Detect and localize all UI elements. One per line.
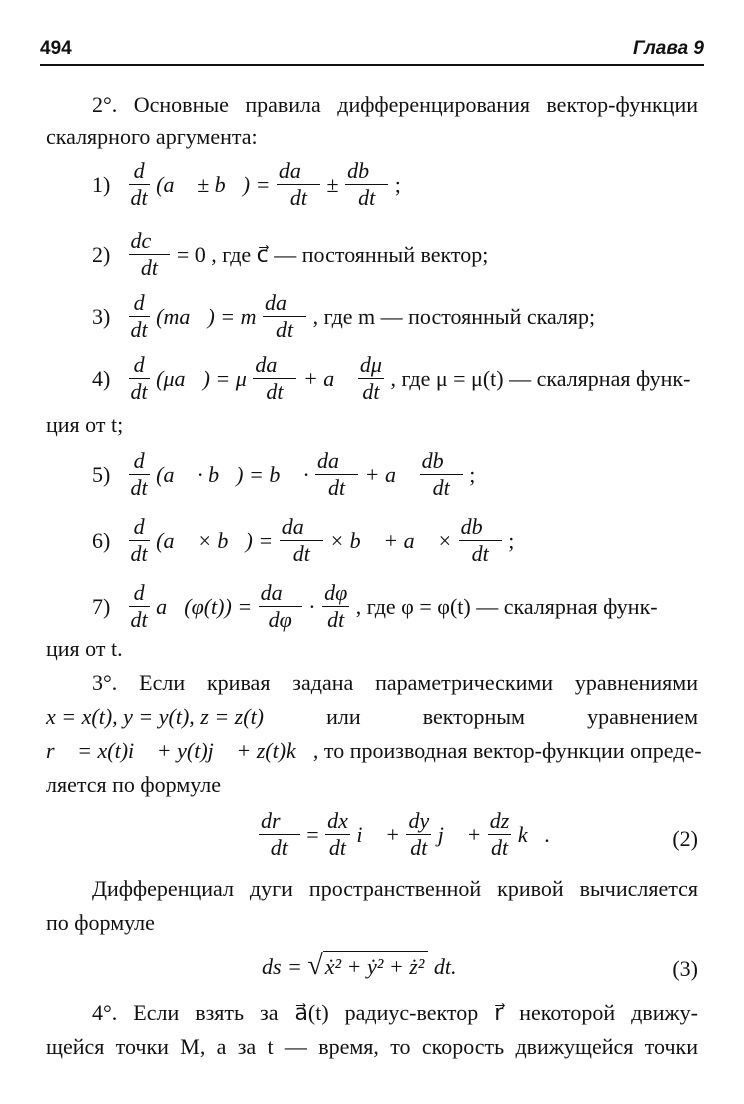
- denominator: dt: [289, 185, 308, 210]
- equation-inline: r⃗ = x(t)i⃗ + y(t)j⃗ + z(t)k⃗: [46, 738, 313, 763]
- section3-line4: ляется по формуле: [46, 772, 222, 797]
- denominator: dt: [292, 541, 310, 566]
- rule-4: [92, 352, 698, 405]
- denominator: dt: [471, 541, 489, 566]
- rule-text: = 0 , где c⃗ — постоянный вектор;: [176, 241, 489, 267]
- rule-1: [92, 158, 401, 211]
- expression: (a⃗ · b⃗) = b⃗ ·: [156, 461, 309, 487]
- fraction: [259, 580, 302, 633]
- chapter-title: Глава 9: [633, 38, 704, 59]
- page-number: 494: [40, 38, 72, 59]
- denominator: dt: [266, 379, 284, 404]
- equation-2: [258, 808, 550, 861]
- denominator: dφ: [268, 607, 292, 632]
- numerator: da⃗: [281, 514, 321, 539]
- expression: (a⃗ ± b⃗) =: [156, 171, 271, 197]
- rule-number: 2): [92, 241, 111, 267]
- rule-text: , где φ = φ(t) — скалярная функ-: [355, 593, 658, 619]
- numerator: d: [129, 580, 150, 607]
- expression: + a⃗: [302, 365, 352, 391]
- expression: j⃗ +: [437, 821, 482, 847]
- denominator: dt: [276, 317, 294, 342]
- rule-2: [92, 228, 488, 281]
- punctuation: ;: [508, 527, 515, 553]
- numerator: d: [129, 448, 150, 475]
- denominator: dt: [130, 475, 148, 500]
- fraction: [277, 158, 320, 211]
- rule-text: , где μ = μ(t) — скалярная функ-: [390, 365, 691, 391]
- numerator: dy: [408, 808, 430, 833]
- operator: ·: [308, 593, 316, 619]
- fraction: [263, 290, 306, 343]
- rule-number: 5): [92, 461, 111, 487]
- fraction: [358, 352, 384, 405]
- numerator: db⃗: [460, 514, 500, 539]
- numerator: db⃗: [421, 448, 461, 473]
- expression: a⃗(φ(t)) =: [156, 593, 253, 619]
- numerator: dc⃗: [130, 228, 169, 253]
- text: , то производная вектор-функции опреде-: [312, 738, 702, 763]
- expression: (ma⃗) = m: [156, 303, 257, 329]
- fraction: [280, 514, 323, 567]
- section3-line1: 3°. Если кривая задана параметрическими уравнениями: [92, 670, 698, 695]
- fraction: [129, 158, 150, 211]
- numerator: d: [129, 290, 150, 317]
- denominator: dt: [327, 475, 346, 500]
- denominator: dt: [130, 607, 148, 632]
- expression: ds =: [262, 954, 302, 979]
- expression: k⃗.: [517, 821, 551, 847]
- denominator: dt: [130, 185, 148, 210]
- denominator: dt: [140, 255, 158, 280]
- expression: × b⃗ + a⃗ ×: [329, 527, 453, 553]
- fraction: [488, 808, 512, 861]
- fraction: [129, 352, 150, 405]
- operator: ±: [326, 171, 339, 197]
- arc-line2: по формуле: [46, 910, 155, 935]
- numerator: dφ: [324, 580, 348, 605]
- punctuation: ;: [469, 461, 476, 487]
- numerator: dz: [489, 808, 510, 833]
- fraction: [253, 352, 296, 405]
- arc-line1: Дифференциал дуги пространственной кривой вычисляется: [92, 876, 698, 901]
- text: уравнением: [587, 704, 698, 729]
- denominator: dt: [130, 541, 148, 566]
- fraction: [325, 808, 350, 861]
- expression: dt.: [433, 954, 457, 979]
- numerator: da⃗: [255, 352, 295, 377]
- expression: (a⃗ × b⃗) =: [156, 527, 274, 553]
- fraction: [322, 580, 349, 633]
- fraction: [345, 158, 388, 211]
- numerator: dx: [327, 808, 348, 833]
- fraction: [420, 448, 463, 501]
- running-header: [40, 30, 704, 66]
- rule-7-continuation: ция от t.: [46, 636, 123, 661]
- equation-inline: x = x(t), y = y(t), z = z(t): [46, 704, 265, 729]
- denominator: dt: [362, 379, 380, 404]
- expression: i⃗ +: [356, 821, 400, 847]
- section2-line2: скалярного аргумента:: [46, 124, 258, 149]
- fraction: [315, 448, 358, 501]
- rule-5: [92, 448, 475, 501]
- text: векторным: [422, 704, 525, 729]
- rule-number: 6): [92, 527, 111, 553]
- numerator: d: [129, 514, 150, 541]
- fraction: [259, 808, 300, 861]
- denominator: dt: [410, 835, 428, 860]
- section4-line2: щейся точки M, а за t — время, то скорость движущейся точки: [46, 1034, 698, 1059]
- operator: =: [306, 821, 319, 847]
- denominator: dt: [328, 835, 347, 860]
- numerator: d: [129, 352, 150, 379]
- rule-4-continuation: ция от t;: [46, 412, 124, 437]
- numerator: dμ: [359, 352, 382, 377]
- denominator: dt: [491, 835, 509, 860]
- numerator: da⃗: [316, 448, 357, 473]
- text: или: [326, 704, 361, 729]
- rule-7: [92, 580, 698, 633]
- rule-text: , где m — постоянный скаляр;: [312, 303, 596, 329]
- expression: + a⃗: [364, 461, 414, 487]
- section3-line3: [46, 738, 702, 764]
- denominator: dt: [432, 475, 450, 500]
- numerator: d: [129, 158, 150, 185]
- equation-3: [262, 950, 457, 982]
- numerator: da⃗: [265, 290, 305, 315]
- denominator: dt: [130, 379, 148, 404]
- fraction: [406, 808, 431, 861]
- numerator: dr⃗: [261, 808, 298, 833]
- rule-3: [92, 290, 595, 343]
- equation-label: (2): [672, 826, 698, 851]
- fraction: [129, 290, 150, 343]
- numerator: da⃗: [278, 158, 319, 183]
- fraction: [129, 514, 150, 567]
- numerator: da⃗: [260, 580, 300, 605]
- sqrt-sign: √: [307, 950, 323, 981]
- rule-6: [92, 514, 514, 567]
- numerator: db⃗: [347, 158, 387, 183]
- denominator: dt: [327, 607, 345, 632]
- rule-number: 3): [92, 303, 111, 329]
- expression: (μa⃗) = μ: [156, 365, 247, 391]
- denominator: dt: [358, 185, 376, 210]
- fraction: [129, 580, 150, 633]
- fraction: [129, 448, 150, 501]
- rule-number: 4): [92, 365, 111, 391]
- fraction: [459, 514, 502, 567]
- fraction: [129, 228, 171, 281]
- rule-number: 7): [92, 593, 111, 619]
- section3-line2: [46, 704, 698, 730]
- denominator: dt: [130, 317, 148, 342]
- section4-line1: 4°. Если взять за a⃗(t) радиус-вектор r⃗ некоторой движу-: [92, 1000, 698, 1025]
- section2-line1: 2°. Основные правила дифференцирования вектор-функции: [92, 92, 698, 117]
- equation-label: (3): [672, 956, 698, 981]
- punctuation: ;: [394, 171, 401, 197]
- rule-number: 1): [92, 171, 111, 197]
- radicand: ẋ² + ẏ² + ż²: [323, 951, 429, 980]
- denominator: dt: [270, 835, 288, 860]
